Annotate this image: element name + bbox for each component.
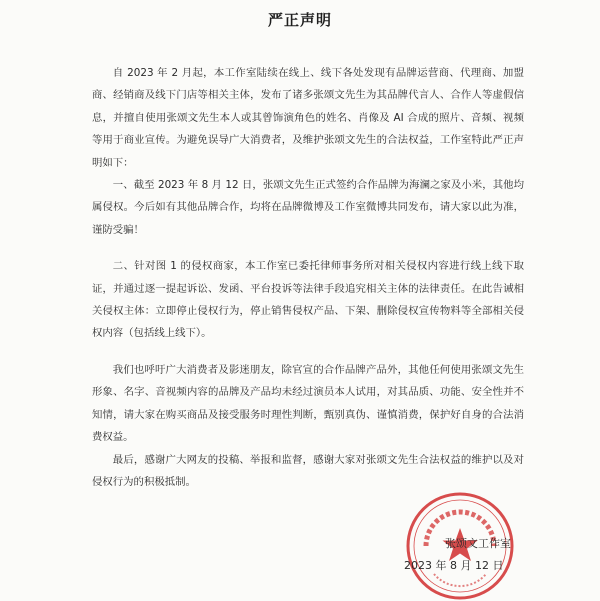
document-title: 严正声明 bbox=[267, 11, 332, 29]
signature: 张颂文工作室 bbox=[445, 537, 511, 550]
paragraph-4: 最后，感谢广大网友的投稿、举报和监督，感谢大家对张颂文先生合法权益的维护以及对侵权行为的积极抵制。 bbox=[92, 453, 524, 488]
signature-date: 2023 年 8 月 12 日 bbox=[404, 559, 504, 572]
paragraph-2: 二、针对图 1 的侵权商家，本工作室已委托律师事务所对相关侵权内容进行线上线下取证，并通过逐一提起诉讼、发函、平台投诉等法律手段追究相关主体的法律责任。在此告诫相关侵权主体：立即停止侵权行为，停止销售侵权产品、下架、删除侵权宣传物料等全部相关侵权内容（包括线上线下）。 bbox=[92, 260, 524, 340]
seal-bottom-lettering bbox=[434, 574, 486, 586]
paragraph-1: 一、截至 2023 年 8 月 12 日，张颂文先生正式签约合作品牌为海澜之家及小米，其他均属侵权。今后如有其他品牌合作，均将在品牌微博及工作室微博共同发布，请大家以此为准，谨防受骗！ bbox=[92, 179, 524, 236]
paragraph-intro: 自 2023 年 2 月起，本工作室陆续在线上、线下各处发现有品牌运营商、代理商、加盟商、经销商及线下门店等相关主体，发布了诸多张颂文先生为其品牌代言人、合作人等虚假信息，并擅自使用张颂文先生本人或其曾饰演角色的姓名、肖像及 AI 合成的照片、音频、视频等用于商业宣传。为避免误导广大消费者，及维护张颂文先生的合法权益，工作室特此严正声明如下： bbox=[92, 67, 524, 169]
statement-body bbox=[92, 62, 524, 493]
paragraph-3: 我们也呼吁广大消费者及影迷朋友，除官宣的合作品牌产品外，其他任何使用张颂文先生形象、名字、音视频内容的品牌及产品均未经过演员本人试用，对其品质、功能、安全性并不知情，请大家在购买商品及接受服务时理性判断，甄别真伪、谨慎消费，保护好自身的合法消费权益。 bbox=[92, 363, 524, 444]
